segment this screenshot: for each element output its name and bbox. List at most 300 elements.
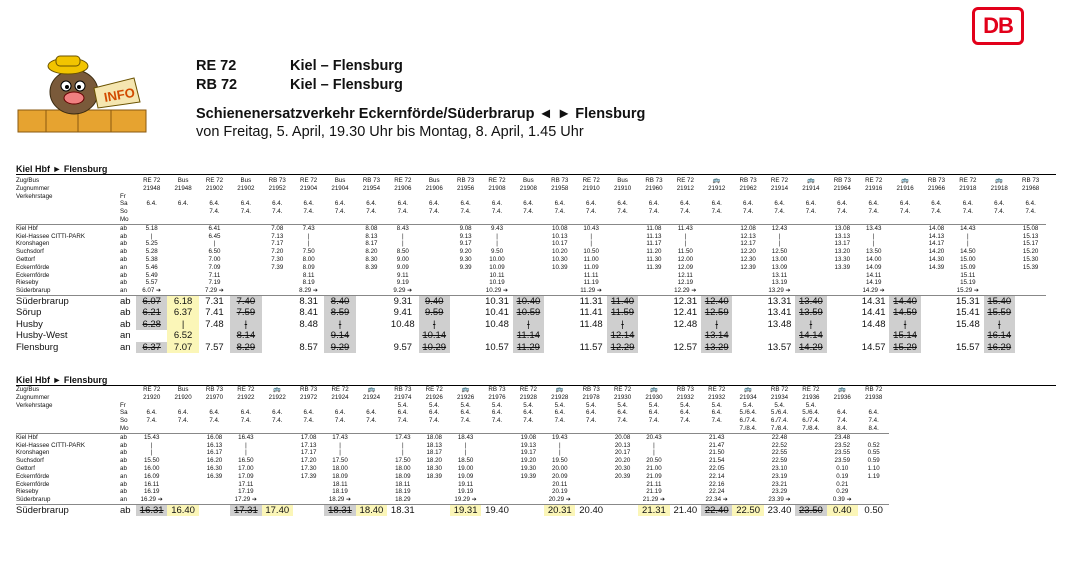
time-cell: |: [150, 441, 153, 449]
time-cell: [230, 256, 261, 264]
time-cell: [858, 481, 889, 489]
time-cell: 6.4.: [523, 200, 534, 208]
time-cell: 10.40: [513, 295, 544, 307]
time-cell: 6.4.: [146, 200, 157, 208]
time-cell: [795, 496, 826, 504]
time-cell: 6.4.: [209, 409, 220, 417]
time-cell: [262, 307, 293, 318]
time-cell: 7.4.: [680, 417, 691, 425]
time-cell: [136, 330, 167, 341]
time-cell: [732, 272, 763, 280]
time-cell: 13.30: [834, 255, 851, 263]
time-cell: 14.43: [952, 224, 983, 232]
time-cell: 18.39: [426, 472, 442, 480]
time-cell: 13.39: [834, 263, 851, 271]
time-cell: 8.20: [365, 248, 378, 256]
time-cell: 16.29: [984, 342, 1015, 353]
time-cell: [607, 481, 638, 489]
time-cell: [262, 319, 293, 330]
time-cell: 8.11: [302, 271, 315, 279]
time-cell: 7.4.: [899, 208, 911, 216]
time-cell: 15.48: [955, 318, 980, 330]
time-cell: [764, 216, 795, 224]
time-cell: |: [324, 319, 355, 330]
time-cell: 19.19: [457, 488, 474, 496]
time-cell: [889, 248, 920, 256]
time-cell: RE 72: [331, 386, 349, 393]
arrival-departure-flag: ab: [120, 224, 136, 232]
time-cell: 21924: [331, 393, 349, 401]
time-cell: 9.59: [419, 307, 450, 318]
time-cell: 7.30: [271, 255, 284, 263]
time-cell: [481, 442, 512, 450]
time-cell: 9.30: [459, 255, 472, 263]
time-cell: 7.4.: [272, 208, 283, 216]
time-cell: [167, 240, 198, 248]
time-cell: [419, 488, 450, 496]
arrival-departure-flag: [120, 394, 136, 402]
time-cell: 7.41: [205, 307, 224, 319]
time-cell: |: [150, 232, 153, 240]
time-cell: [638, 342, 669, 353]
time-cell: [827, 295, 858, 307]
time-cell: [450, 193, 481, 201]
time-cell: 19.31: [450, 504, 481, 516]
time-cell: RB 73: [739, 177, 757, 184]
time-cell: 12.11: [677, 271, 693, 279]
time-cell: [607, 240, 638, 248]
time-cell: 8.13: [365, 232, 378, 240]
time-cell: 13.11: [771, 271, 788, 279]
time-cell: RE 72: [770, 177, 789, 184]
time-cell: 7.4.: [397, 417, 408, 425]
time-cell: 21936: [802, 393, 820, 401]
time-cell: [356, 319, 387, 330]
time-cell: 9.08: [450, 224, 481, 232]
time-cell: [262, 496, 293, 504]
time-cell: 7.4.: [586, 208, 597, 216]
time-cell: 7.50: [302, 248, 315, 256]
time-cell: 8.4.: [868, 424, 879, 432]
time-cell: [858, 496, 889, 504]
time-cell: 12.17: [740, 240, 756, 248]
time-cell: 11.13: [646, 232, 662, 240]
time-cell: [450, 295, 481, 307]
time-cell: 13.57: [767, 341, 792, 353]
time-cell: 18.30: [426, 464, 442, 472]
time-cell: [324, 402, 355, 410]
stop-label: Kronshagen: [16, 449, 50, 457]
time-cell: [764, 330, 795, 341]
time-cell: 6.4.: [397, 200, 408, 208]
time-cell: 7.4.: [240, 417, 252, 425]
time-cell: [419, 224, 450, 232]
time-cell: 7.48: [205, 318, 224, 330]
stop-label: Eckernförde: [16, 480, 50, 488]
time-cell: [356, 433, 387, 441]
time-cell: |: [245, 441, 247, 449]
time-cell: 9.39: [459, 263, 472, 271]
timetable-row: [16, 465, 889, 473]
time-cell: 6.4.: [586, 200, 597, 208]
time-cell: 21920: [174, 393, 192, 401]
time-cell: [167, 442, 198, 450]
time-cell: [889, 279, 920, 287]
time-cell: 14.29: [795, 342, 826, 353]
time-cell: [230, 233, 261, 241]
time-cell: [544, 330, 575, 341]
time-cell: [167, 449, 198, 457]
timetable-row: [16, 200, 1046, 208]
time-cell: 7.4.: [868, 417, 879, 425]
time-cell: 6.4.: [554, 409, 565, 417]
time-cell: [324, 216, 355, 224]
time-cell: [638, 307, 669, 318]
time-cell: [795, 193, 826, 201]
time-cell: 6.4.: [397, 409, 408, 417]
time-cell: 21960: [645, 184, 663, 192]
stop-label: Zug/Bus: [16, 177, 40, 184]
time-cell: RE 72: [488, 177, 506, 184]
time-cell: RB 73: [927, 177, 946, 184]
time-cell: [575, 216, 606, 224]
time-cell: [544, 295, 575, 307]
time-cell: 0.21: [836, 480, 849, 488]
time-cell: [262, 442, 293, 450]
time-cell: [450, 330, 481, 341]
time-cell: 5.4.: [711, 401, 722, 409]
time-cell: [167, 208, 198, 216]
time-cell: 🚌: [712, 177, 721, 184]
time-cell: [262, 433, 293, 441]
time-cell: [670, 488, 701, 496]
time-cell: [732, 465, 763, 473]
time-cell: [481, 465, 512, 473]
time-cell: 0.10: [836, 464, 849, 472]
time-cell: 21.31: [638, 504, 669, 516]
time-cell: 11.09: [583, 263, 599, 271]
time-cell: 🚌: [901, 177, 909, 184]
line-code-re72: RE 72: [196, 58, 237, 74]
time-cell: [889, 264, 920, 272]
stop-label: Zugnummer: [16, 393, 50, 401]
time-cell: 17.50: [332, 457, 348, 465]
time-cell: 8.48: [299, 318, 318, 330]
time-cell: 5.38: [145, 255, 158, 263]
time-cell: [262, 342, 293, 353]
time-cell: [481, 330, 512, 341]
time-cell: [513, 193, 544, 201]
time-cell: [732, 488, 763, 496]
time-cell: 21978: [582, 393, 600, 401]
time-cell: 8.41: [299, 307, 318, 319]
time-cell: [984, 248, 1015, 256]
time-cell: 13.59: [795, 307, 826, 318]
time-cell: 8.59: [324, 307, 355, 318]
time-cell: [513, 504, 544, 516]
time-cell: RB 73: [457, 177, 475, 184]
time-cell: 21912: [708, 184, 726, 192]
time-cell: 21976: [488, 393, 506, 401]
time-cell: [827, 272, 858, 280]
time-cell: 21.29 ➔: [642, 496, 666, 504]
time-cell: 🚌: [367, 386, 376, 393]
time-cell: 7./8.4.: [739, 424, 757, 432]
stop-label: Kronshagen: [16, 240, 50, 248]
time-cell: 5.4.: [774, 401, 785, 409]
time-cell: 20.09: [552, 472, 568, 480]
time-cell: [293, 488, 324, 496]
time-cell: 12.13: [740, 232, 756, 240]
time-cell: 6./7.4.: [770, 417, 789, 425]
time-cell: [544, 425, 575, 433]
timetable-row: [16, 295, 1046, 307]
time-cell: 21918: [959, 184, 977, 192]
time-cell: [795, 465, 826, 473]
timetable-row: [16, 248, 1046, 256]
time-cell: [795, 457, 826, 465]
time-cell: [732, 496, 763, 504]
time-cell: [575, 442, 606, 450]
time-cell: 19.17: [520, 449, 537, 457]
time-cell: 7.4.: [460, 417, 471, 425]
time-cell: 8.08: [356, 224, 387, 232]
time-cell: [262, 449, 293, 457]
time-cell: 17.19: [238, 488, 254, 496]
time-cell: 18.40: [356, 504, 387, 516]
time-cell: 16.09: [143, 472, 160, 480]
time-cell: 21924: [362, 393, 381, 401]
time-cell: [230, 425, 261, 433]
time-cell: 23.10: [771, 464, 788, 472]
time-cell: 10.59: [513, 307, 544, 318]
time-cell: 7.17: [271, 240, 284, 248]
time-cell: [513, 287, 544, 295]
time-cell: [167, 473, 198, 481]
time-cell: 10.30: [552, 255, 568, 263]
time-cell: [858, 216, 889, 224]
time-cell: 21934: [770, 393, 789, 401]
time-cell: 8.50: [396, 248, 409, 256]
time-cell: [262, 488, 293, 496]
time-cell: |: [795, 319, 826, 330]
time-cell: [136, 208, 167, 216]
time-cell: 7.4.: [397, 208, 408, 216]
time-cell: 5.57: [145, 279, 158, 287]
stop-label: Rieseby: [16, 488, 39, 496]
time-cell: 7.4.: [837, 417, 848, 425]
time-cell: [984, 216, 1015, 224]
time-cell: [670, 216, 701, 224]
time-cell: 6.4.: [742, 200, 754, 208]
time-cell: 10.29: [419, 342, 450, 353]
arrival-departure-flag: an: [120, 341, 131, 353]
time-cell: Bus: [334, 177, 346, 184]
time-cell: [262, 465, 293, 473]
time-cell: [450, 425, 481, 433]
time-cell: 20.30: [614, 464, 631, 472]
time-cell: [921, 272, 952, 280]
time-cell: 12.20: [740, 248, 756, 256]
time-cell: 12.48: [673, 318, 698, 330]
time-cell: 🚌: [838, 386, 847, 393]
time-cell: [199, 402, 230, 410]
stop-label: Süderbrarup: [16, 504, 120, 516]
time-cell: 21958: [551, 184, 569, 192]
time-cell: 5.4.: [648, 401, 660, 409]
time-cell: [701, 233, 732, 241]
time-cell: RE 72: [237, 386, 255, 393]
time-cell: [984, 224, 1015, 232]
time-cell: RB 73: [300, 386, 318, 393]
time-cell: [984, 233, 1015, 241]
arrival-departure-flag: ab: [120, 295, 136, 307]
time-cell: 18.00: [332, 464, 348, 472]
time-cell: [858, 433, 889, 441]
time-cell: 9.13: [459, 232, 472, 240]
time-cell: [827, 287, 858, 295]
time-cell: [732, 457, 763, 465]
time-cell: [670, 457, 701, 465]
time-cell: 6.4.: [429, 200, 440, 208]
time-cell: 22.16: [708, 480, 725, 488]
time-cell: 8.29 ➔: [299, 287, 319, 295]
time-cell: [230, 216, 261, 224]
time-cell: 16.29 ➔: [140, 496, 163, 504]
time-cell: 8.14: [230, 330, 261, 341]
time-cell: [324, 287, 355, 295]
time-cell: 14.57: [861, 341, 886, 353]
time-cell: [356, 457, 387, 465]
page-title: Schienenersatzverkehr Eckernförde/Süderbrarup ◄ ► Flensburg: [196, 106, 646, 122]
time-cell: 6.07 ➔: [142, 287, 162, 295]
time-cell: 10.43: [575, 224, 606, 232]
time-cell: 6.4.: [177, 409, 189, 417]
time-cell: 8.39: [365, 263, 378, 271]
time-cell: 7.20: [271, 248, 284, 256]
time-cell: 14.48: [861, 318, 886, 330]
time-cell: 15.39: [1022, 263, 1039, 271]
time-cell: 23.29: [771, 488, 788, 496]
time-cell: [293, 504, 324, 516]
timetable-row: [16, 488, 889, 496]
time-cell: 21.19: [646, 488, 662, 496]
time-cell: [167, 233, 198, 241]
time-cell: 7.00: [208, 255, 221, 263]
time-cell: 6.4.: [429, 409, 440, 417]
time-cell: 0.50: [858, 504, 889, 516]
time-cell: 5.4.: [680, 401, 691, 409]
time-cell: 21.00: [646, 464, 662, 472]
time-cell: [167, 279, 198, 287]
time-cell: [136, 216, 167, 224]
time-cell: [984, 287, 1015, 295]
time-cell: 17.20: [300, 457, 317, 465]
time-cell: 8.31: [293, 295, 324, 307]
time-cell: 21908: [519, 184, 537, 192]
time-cell: [670, 473, 701, 481]
time-cell: 9.31: [387, 295, 418, 307]
stop-label: Gettorf: [16, 464, 35, 472]
time-cell: 12.39: [740, 263, 756, 271]
time-cell: 9.00: [396, 255, 409, 263]
stop-label: Verkehrstage: [16, 192, 53, 200]
time-cell: 7.4.: [648, 417, 660, 425]
time-cell: 0.39 ➔: [832, 496, 852, 504]
time-cell: RE 72: [519, 386, 537, 393]
time-cell: 16.50: [238, 457, 254, 465]
time-cell: 9.40: [419, 295, 450, 307]
time-cell: [324, 233, 355, 241]
time-cell: [356, 272, 387, 280]
time-cell: 7.4.: [962, 208, 974, 216]
time-cell: 13.19: [771, 279, 788, 287]
section2-title: Kiel Hbf ► Flensburg: [16, 375, 1056, 386]
time-cell: [199, 488, 230, 496]
timetable-section2: [16, 386, 889, 516]
time-cell: 14.11: [866, 271, 882, 279]
time-cell: 15.13: [1022, 232, 1039, 240]
time-cell: [1015, 272, 1046, 280]
time-cell: 7.57: [205, 341, 224, 353]
time-cell: |: [558, 449, 561, 457]
time-cell: RE 72: [802, 386, 820, 393]
stop-label: Suchsdorf: [16, 457, 44, 465]
time-cell: |: [872, 240, 875, 248]
time-cell: 15.09: [960, 263, 976, 271]
time-cell: [450, 287, 481, 295]
time-cell: 18.43: [450, 433, 481, 441]
time-cell: |: [889, 319, 920, 330]
time-cell: 7.4.: [429, 417, 440, 425]
time-cell: 15.11: [960, 271, 976, 279]
time-cell: 10.57: [485, 341, 509, 353]
stop-label: Flensburg: [16, 341, 59, 353]
time-cell: 7.4.: [617, 208, 628, 216]
time-cell: [481, 193, 512, 201]
timetable-row: [16, 394, 889, 402]
time-cell: [167, 264, 198, 272]
timetable-row: [16, 208, 1046, 216]
timetable-row: [16, 272, 1046, 280]
time-cell: [481, 433, 512, 441]
time-cell: [984, 193, 1015, 201]
time-cell: |: [402, 441, 404, 449]
timetable-row: [16, 442, 889, 450]
time-cell: 1.10: [867, 464, 880, 472]
time-cell: 6./7.4.: [802, 417, 820, 425]
time-cell: 16.13: [206, 441, 223, 449]
time-cell: 21904: [331, 184, 349, 192]
time-cell: [795, 264, 826, 272]
time-cell: |: [684, 240, 687, 248]
time-cell: [1015, 216, 1046, 224]
time-cell: [575, 449, 606, 457]
time-cell: [701, 256, 732, 264]
time-cell: [638, 193, 669, 201]
time-cell: [732, 481, 763, 489]
time-cell: 23.59: [834, 457, 851, 465]
time-cell: 17.31: [230, 504, 261, 516]
time-cell: 6.28: [136, 319, 167, 330]
time-cell: 18.17: [426, 449, 442, 457]
time-cell: 7.4.: [334, 208, 346, 216]
time-cell: 12.43: [764, 224, 795, 232]
time-cell: 7.4.: [303, 417, 314, 425]
time-cell: [795, 287, 826, 295]
time-cell: [1015, 295, 1046, 307]
time-cell: 7.4.: [523, 417, 534, 425]
